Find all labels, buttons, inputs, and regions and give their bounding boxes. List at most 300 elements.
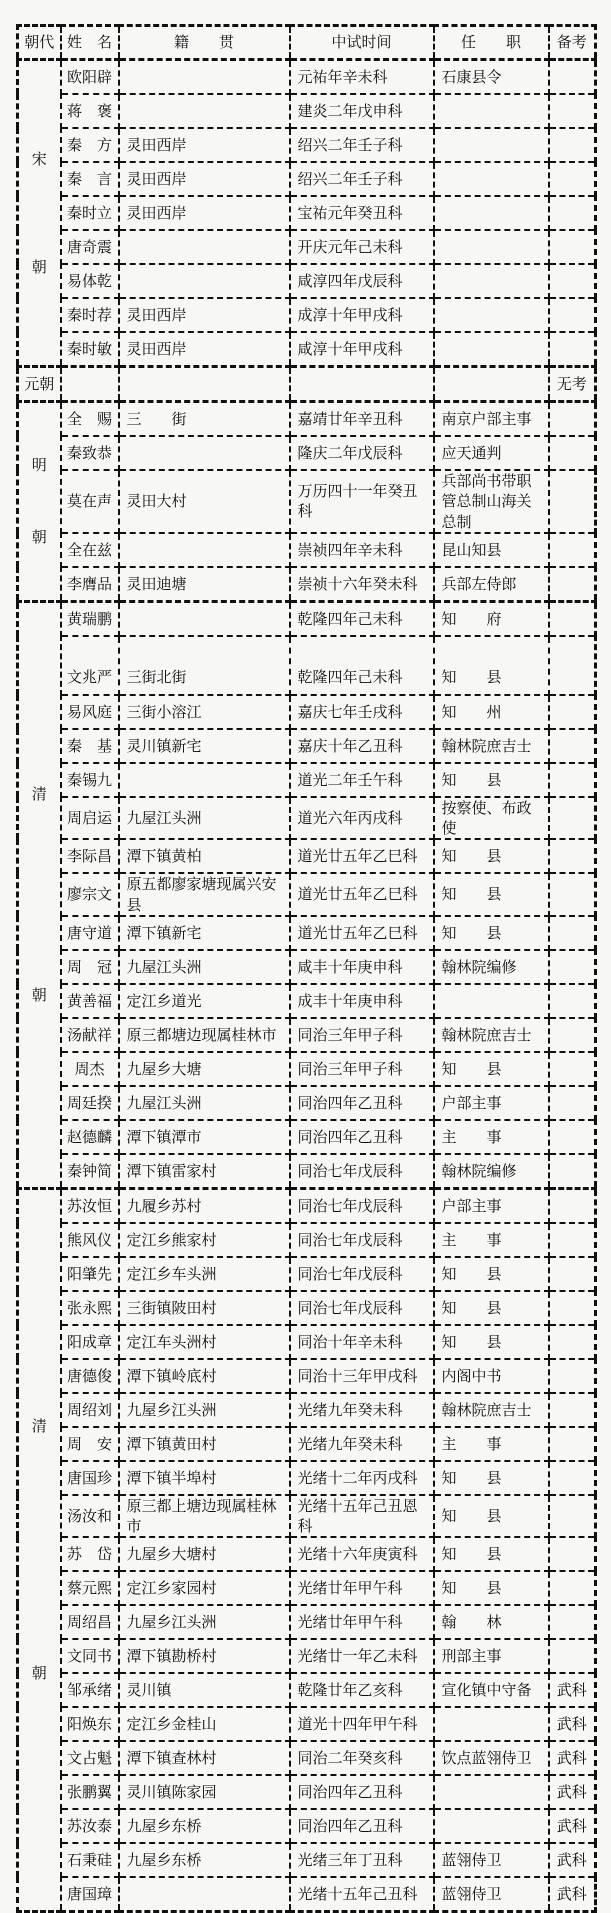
cell-post: 饮点蓝翎侍卫: [434, 1741, 549, 1775]
cell-note: [549, 839, 596, 873]
cell-origin: 九屋江头洲: [119, 797, 290, 840]
cell-note: [549, 1427, 596, 1461]
dynasty-cell: [18, 1188, 61, 1912]
cell-name: 周绍昌: [61, 1605, 119, 1639]
cell-origin: [119, 94, 290, 128]
exam-graduates-table: [16, 24, 597, 1913]
table-row: [18, 162, 596, 196]
cell-origin: 三街小溶江: [119, 695, 290, 729]
table-row: [18, 1154, 596, 1189]
cell-exam: 道光廿五年乙巳科: [290, 873, 434, 916]
cell-exam: 同治三年甲子科: [290, 1052, 434, 1086]
cell-exam: 嘉靖廿年辛丑科: [290, 402, 434, 437]
cell-note: [549, 763, 596, 797]
cell-note: [549, 1393, 596, 1427]
cell-post: 南京户部主事: [434, 402, 549, 437]
cell-name: 廖宗文: [61, 873, 119, 916]
cell-exam: 光绪廿一年乙未科: [290, 1639, 434, 1673]
cell-note: [549, 797, 596, 840]
cell-note: 武科: [549, 1741, 596, 1775]
header-post: 任 职: [434, 26, 549, 60]
cell-exam: 乾隆四年己未科: [290, 636, 434, 695]
cell-name: 周杰: [61, 1052, 119, 1086]
dynasty-label-group: [19, 603, 60, 1187]
cell-origin: 九屋乡东桥: [119, 1843, 290, 1877]
cell-note: [549, 1154, 596, 1189]
cell-name: 赵德麟: [61, 1120, 119, 1154]
table-row: [18, 1673, 596, 1707]
cell-name: 全 赐: [61, 402, 119, 437]
table-row: [18, 196, 596, 230]
cell-name: 阳成章: [61, 1325, 119, 1359]
cell-name: 唐国璋: [61, 1877, 119, 1912]
cell-origin: 原五都廖家塘现属兴安县: [119, 873, 290, 916]
cell-note: 武科: [549, 1673, 596, 1707]
cell-name: 文占魁: [61, 1741, 119, 1775]
header-origin: 籍 贯: [119, 26, 290, 60]
cell-note: [549, 567, 596, 602]
cell-name: 邹承绪: [61, 1673, 119, 1707]
cell-note: [549, 60, 596, 95]
cell-origin: 九屋乡东桥: [119, 1809, 290, 1843]
cell-origin: 原三都上塘边现属桂林市: [119, 1495, 290, 1538]
cell-exam: 崇祯四年辛未科: [290, 533, 434, 567]
cell-note: [549, 128, 596, 162]
cell-name: 秦 方: [61, 128, 119, 162]
cell-note: [549, 1639, 596, 1673]
cell-name: 唐德俊: [61, 1359, 119, 1393]
table-row: [18, 533, 596, 567]
table-row: [18, 1495, 596, 1538]
cell-post: 石康县令: [434, 60, 549, 95]
cell-origin: 灵川镇: [119, 1673, 290, 1707]
table-row: [18, 950, 596, 984]
cell-name: 汤献祥: [61, 1018, 119, 1052]
cell-note: [549, 1120, 596, 1154]
cell-exam: 万历四十一年癸丑科: [290, 470, 434, 533]
table-row: [18, 1120, 596, 1154]
cell-note: [549, 1086, 596, 1120]
cell-exam: 绍兴二年壬子科: [290, 162, 434, 196]
cell-name: 秦钟简: [61, 1154, 119, 1189]
cell-origin: 九屋江头洲: [119, 950, 290, 984]
header-note: 备考: [549, 26, 596, 60]
cell-exam: 咸淳十年甲戌科: [290, 332, 434, 367]
cell-exam: 道光十四年甲午科: [290, 1707, 434, 1741]
cell-exam: 光绪廿年甲午科: [290, 1605, 434, 1639]
cell-note: [549, 950, 596, 984]
cell-post: 知 县: [434, 916, 549, 950]
cell-note: [549, 1018, 596, 1052]
cell-origin: 灵田迪塘: [119, 567, 290, 602]
cell-post: [434, 1809, 549, 1843]
cell-name: 唐奇震: [61, 230, 119, 264]
table-row: [18, 1877, 596, 1912]
cell-origin: 灵田西岸: [119, 332, 290, 367]
cell-exam: 同治四年乙丑科: [290, 1809, 434, 1843]
cell-name: 张永熙: [61, 1291, 119, 1325]
cell-name: 秦 言: [61, 162, 119, 196]
table-row: [18, 264, 596, 298]
table-row: [18, 230, 596, 264]
cell-origin: [119, 436, 290, 470]
table-row: [18, 636, 596, 695]
cell-name: [61, 367, 119, 402]
table-row: [18, 984, 596, 1018]
cell-exam: 同治七年戊辰科: [290, 1154, 434, 1189]
cell-note: [549, 1359, 596, 1393]
cell-origin: 九履乡苏村: [119, 1188, 290, 1223]
header-dynasty: 朝代: [18, 26, 61, 60]
table-row: [18, 1639, 596, 1673]
cell-name: 全在兹: [61, 533, 119, 567]
table-row: [18, 1843, 596, 1877]
dynasty-label-group: [19, 403, 60, 600]
cell-exam: 乾隆廿年乙亥科: [290, 1673, 434, 1707]
table-row: [18, 916, 596, 950]
cell-origin: 定江乡家园村: [119, 1571, 290, 1605]
cell-post: [434, 1707, 549, 1741]
cell-name: 周绍刘: [61, 1393, 119, 1427]
table-row: [18, 1537, 596, 1571]
cell-note: [549, 916, 596, 950]
cell-post: 知 县: [434, 763, 549, 797]
header-name: 姓 名: [61, 26, 119, 60]
cell-exam: 嘉庆十年乙丑科: [290, 729, 434, 763]
cell-post: 蓝翎侍卫: [434, 1877, 549, 1912]
cell-exam: 光绪三年丁丑科: [290, 1843, 434, 1877]
cell-name: 周 冠: [61, 950, 119, 984]
cell-post: 知 县: [434, 1495, 549, 1538]
cell-origin: [119, 60, 290, 95]
cell-origin: 灵川镇陈家园: [119, 1775, 290, 1809]
cell-name: 莫在声: [61, 470, 119, 533]
cell-note: [549, 470, 596, 533]
cell-post: 内阁中书: [434, 1359, 549, 1393]
dynasty-label-group: [19, 368, 60, 400]
cell-exam: 成淳十年甲戌科: [290, 298, 434, 332]
table-row: [18, 367, 596, 402]
cell-name: 易体乾: [61, 264, 119, 298]
table-row: [18, 332, 596, 367]
cell-post: 知 县: [434, 1052, 549, 1086]
cell-post: 昆山知县: [434, 533, 549, 567]
table-row: [18, 1605, 596, 1639]
cell-note: [549, 1571, 596, 1605]
dynasty-label: 明: [31, 456, 47, 475]
cell-origin: [119, 601, 290, 636]
cell-note: 武科: [549, 1877, 596, 1912]
cell-exam: 光绪廿年甲午科: [290, 1571, 434, 1605]
cell-exam: 建炎二年戊申科: [290, 94, 434, 128]
cell-origin: 潭下镇黄田村: [119, 1427, 290, 1461]
cell-note: [549, 264, 596, 298]
cell-post: 知 县: [434, 1291, 549, 1325]
cell-note: 武科: [549, 1775, 596, 1809]
dynasty-label: 清: [31, 1417, 47, 1436]
cell-origin: [119, 367, 290, 402]
cell-note: [549, 162, 596, 196]
table-row: [18, 436, 596, 470]
table-row: [18, 1427, 596, 1461]
cell-exam: 同治十三年甲戌科: [290, 1359, 434, 1393]
dynasty-cell: [18, 601, 61, 1188]
cell-name: 欧阳辟: [61, 60, 119, 95]
cell-note: [549, 729, 596, 763]
table-row: [18, 1188, 596, 1223]
cell-name: 黄善福: [61, 984, 119, 1018]
table-row: [18, 567, 596, 602]
cell-origin: 潭下镇勘桥村: [119, 1639, 290, 1673]
cell-post: 知 县: [434, 1571, 549, 1605]
cell-post: 翰林院庶吉士: [434, 1018, 549, 1052]
cell-post: 知 县: [434, 1537, 549, 1571]
cell-note: [549, 402, 596, 437]
table-row: [18, 1018, 596, 1052]
table-row: [18, 128, 596, 162]
cell-origin: 九屋乡江头洲: [119, 1393, 290, 1427]
dynasty-cell: [18, 60, 61, 367]
cell-exam: 同治二年癸亥科: [290, 1741, 434, 1775]
cell-origin: [119, 1877, 290, 1912]
cell-name: 蒋 褒: [61, 94, 119, 128]
dynasty-label: 宋: [31, 149, 47, 168]
cell-origin: 定江乡道光: [119, 984, 290, 1018]
cell-post: 翰林院庶吉士: [434, 1393, 549, 1427]
cell-name: 唐守道: [61, 916, 119, 950]
cell-name: 蔡元熙: [61, 1571, 119, 1605]
table-row: [18, 1461, 596, 1495]
table-row: [18, 1257, 596, 1291]
cell-post: [434, 298, 549, 332]
dynasty-label: 朝: [31, 257, 47, 276]
cell-post: 知 县: [434, 1325, 549, 1359]
cell-origin: 灵田大村: [119, 470, 290, 533]
cell-note: 无考: [549, 367, 596, 402]
cell-origin: 三街北街: [119, 636, 290, 695]
cell-exam: 元祐年辛未科: [290, 60, 434, 95]
cell-exam: 光绪九年癸未科: [290, 1393, 434, 1427]
cell-name: 秦时立: [61, 196, 119, 230]
cell-post: 户部主事: [434, 1086, 549, 1120]
cell-note: [549, 1325, 596, 1359]
dynasty-label-group: [19, 1190, 60, 1911]
cell-note: [549, 298, 596, 332]
cell-post: 知 州: [434, 695, 549, 729]
cell-post: [434, 94, 549, 128]
header-exam-time: 中试时间: [290, 26, 434, 60]
cell-name: 黄瑞鹏: [61, 601, 119, 636]
cell-exam: 隆庆二年戊辰科: [290, 436, 434, 470]
cell-post: 主 事: [434, 1223, 549, 1257]
cell-name: 阳肇先: [61, 1257, 119, 1291]
cell-name: 秦时荐: [61, 298, 119, 332]
cell-post: 主 事: [434, 1427, 549, 1461]
table-row: [18, 1775, 596, 1809]
cell-exam: 道光六年丙戌科: [290, 797, 434, 840]
cell-origin: 潭下镇黄柏: [119, 839, 290, 873]
cell-exam: 同治四年乙丑科: [290, 1775, 434, 1809]
cell-origin: 潭下镇半埠村: [119, 1461, 290, 1495]
cell-note: [549, 436, 596, 470]
cell-post: 蓝翎侍卫: [434, 1843, 549, 1877]
cell-note: [549, 1495, 596, 1538]
cell-post: 户部主事: [434, 1188, 549, 1223]
table-row: [18, 1223, 596, 1257]
cell-exam: 光绪十五年己丑恩科: [290, 1495, 434, 1538]
cell-exam: 同治七年戊辰科: [290, 1291, 434, 1325]
cell-note: [549, 1223, 596, 1257]
cell-post: 主 事: [434, 1120, 549, 1154]
cell-origin: [119, 533, 290, 567]
cell-note: [549, 1605, 596, 1639]
dynasty-label: 元朝: [24, 374, 55, 393]
cell-name: 唐国珍: [61, 1461, 119, 1495]
cell-post: 宣化镇中守备: [434, 1673, 549, 1707]
table-row: [18, 1809, 596, 1843]
cell-name: 苏 岱: [61, 1537, 119, 1571]
cell-name: 周启运: [61, 797, 119, 840]
cell-name: 张鹏翼: [61, 1775, 119, 1809]
cell-origin: 三 街: [119, 402, 290, 437]
cell-post: 刑部主事: [434, 1639, 549, 1673]
cell-note: [549, 332, 596, 367]
cell-exam: 崇祯十六年癸未科: [290, 567, 434, 602]
cell-origin: 灵川镇新宅: [119, 729, 290, 763]
cell-post: [434, 332, 549, 367]
cell-post: [434, 162, 549, 196]
cell-exam: 道光廿五年乙巳科: [290, 839, 434, 873]
cell-origin: 灵田西岸: [119, 196, 290, 230]
table-row: [18, 729, 596, 763]
cell-origin: 九屋乡大塘: [119, 1052, 290, 1086]
cell-note: [549, 1188, 596, 1223]
cell-name: 苏汝恒: [61, 1188, 119, 1223]
cell-exam: 咸丰十年庚申科: [290, 950, 434, 984]
cell-name: 秦时敏: [61, 332, 119, 367]
table-row: [18, 1052, 596, 1086]
cell-post: 翰林院编修: [434, 950, 549, 984]
cell-exam: 咸淳四年戊辰科: [290, 264, 434, 298]
cell-exam: 嘉庆七年壬戌科: [290, 695, 434, 729]
cell-origin: 灵田西岸: [119, 128, 290, 162]
cell-name: 熊风仪: [61, 1223, 119, 1257]
cell-name: 李膺品: [61, 567, 119, 602]
cell-origin: 潭下镇岭底村: [119, 1359, 290, 1393]
cell-post: [434, 984, 549, 1018]
cell-origin: 原三都塘边现属桂林市: [119, 1018, 290, 1052]
cell-post: 知 府: [434, 601, 549, 636]
cell-exam: 开庆元年己未科: [290, 230, 434, 264]
cell-exam: 道光二年壬午科: [290, 763, 434, 797]
cell-note: [549, 1257, 596, 1291]
table-row: [18, 1741, 596, 1775]
cell-origin: 灵田西岸: [119, 162, 290, 196]
cell-exam: 同治七年戊辰科: [290, 1188, 434, 1223]
cell-exam: 光绪九年癸未科: [290, 1427, 434, 1461]
dynasty-cell: [18, 402, 61, 602]
cell-origin: [119, 763, 290, 797]
cell-note: [549, 533, 596, 567]
cell-post: [434, 196, 549, 230]
cell-exam: 光绪十五年己丑科: [290, 1877, 434, 1912]
cell-post: [434, 230, 549, 264]
cell-name: 苏汝泰: [61, 1809, 119, 1843]
cell-origin: 九屋乡江头洲: [119, 1605, 290, 1639]
cell-post: 知 县: [434, 839, 549, 873]
dynasty-label: 朝: [31, 986, 47, 1005]
cell-name: 秦致恭: [61, 436, 119, 470]
dynasty-label: 清: [31, 784, 47, 803]
cell-exam: 宝祐元年癸丑科: [290, 196, 434, 230]
cell-exam: 同治十年辛未科: [290, 1325, 434, 1359]
cell-origin: 定江乡金桂山: [119, 1707, 290, 1741]
table-row: [18, 94, 596, 128]
table-row: [18, 402, 596, 437]
cell-exam: 光绪十二年丙戌科: [290, 1461, 434, 1495]
cell-post: 知 县: [434, 1257, 549, 1291]
cell-note: [549, 230, 596, 264]
table-row: [18, 763, 596, 797]
cell-origin: 定江乡熊家村: [119, 1223, 290, 1257]
cell-exam: 光绪十六年庚寅科: [290, 1537, 434, 1571]
cell-origin: [119, 264, 290, 298]
cell-note: [549, 984, 596, 1018]
cell-note: [549, 1291, 596, 1325]
cell-post: 翰 林: [434, 1605, 549, 1639]
table-row: [18, 1707, 596, 1741]
cell-exam: 同治四年乙丑科: [290, 1120, 434, 1154]
cell-note: [549, 94, 596, 128]
cell-origin: 三街镇陂田村: [119, 1291, 290, 1325]
cell-name: 李际昌: [61, 839, 119, 873]
dynasty-cell: [18, 367, 61, 402]
table-row: [18, 873, 596, 916]
cell-origin: 潭下镇查林村: [119, 1741, 290, 1775]
table-row: [18, 1291, 596, 1325]
table-row: [18, 1393, 596, 1427]
table-row: [18, 470, 596, 533]
cell-post: [434, 128, 549, 162]
cell-post: 翰林院庶吉士: [434, 729, 549, 763]
cell-note: [549, 601, 596, 636]
cell-post: 知 县: [434, 636, 549, 695]
cell-name: 阳焕东: [61, 1707, 119, 1741]
cell-post: [434, 264, 549, 298]
cell-note: 武科: [549, 1707, 596, 1741]
dynasty-label: 朝: [31, 528, 47, 547]
cell-origin: 定江乡车头洲: [119, 1257, 290, 1291]
cell-post: 知 县: [434, 1461, 549, 1495]
cell-post: 按察使、布政使: [434, 797, 549, 840]
cell-exam: 同治七年戊辰科: [290, 1223, 434, 1257]
cell-name: 秦 基: [61, 729, 119, 763]
cell-post: 兵部左侍郎: [434, 567, 549, 602]
cell-post: 翰林院编修: [434, 1154, 549, 1189]
cell-name: 易风庭: [61, 695, 119, 729]
header-row: [18, 26, 596, 60]
cell-exam: 同治七年戊辰科: [290, 1257, 434, 1291]
cell-exam: 同治四年乙丑科: [290, 1086, 434, 1120]
table-row: [18, 60, 596, 95]
cell-name: 周廷揆: [61, 1086, 119, 1120]
cell-note: [549, 1052, 596, 1086]
cell-name: 秦锡九: [61, 763, 119, 797]
cell-name: 周 安: [61, 1427, 119, 1461]
cell-origin: 潭下镇新宅: [119, 916, 290, 950]
cell-note: 武科: [549, 1809, 596, 1843]
cell-origin: 九屋乡大塘村: [119, 1537, 290, 1571]
